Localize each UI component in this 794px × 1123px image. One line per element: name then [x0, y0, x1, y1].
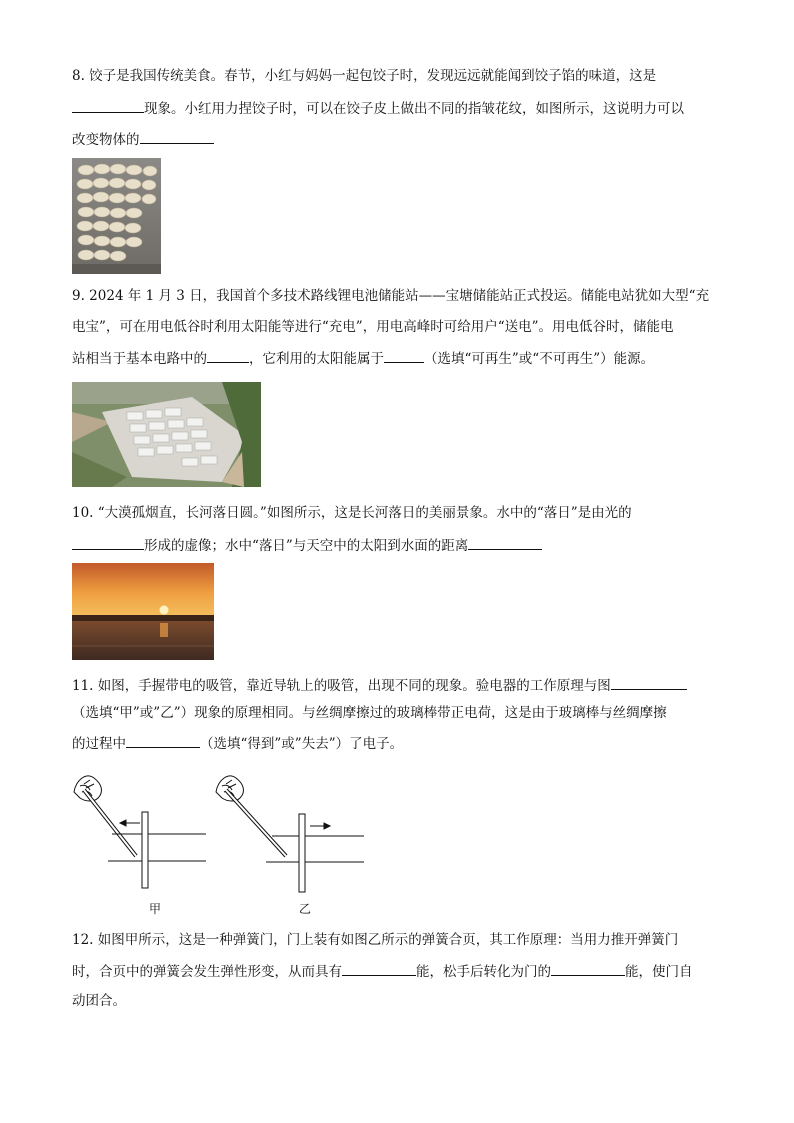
- answer-blank[interactable]: [72, 535, 144, 550]
- q8-line2-text: 现象。小红用力捏饺子时，可以在饺子皮上做出不同的指皱花纹，如图所示，这说明力可以: [144, 101, 684, 117]
- q8-line2: [72, 98, 684, 119]
- figure-label-yi: 乙: [299, 902, 312, 916]
- answer-blank[interactable]: [384, 348, 424, 363]
- q11-line3-a: 的过程中: [72, 736, 126, 752]
- answer-blank[interactable]: [468, 535, 542, 550]
- sunset-image: [72, 563, 214, 660]
- q10-line1: 10. “大漠孤烟直，长河落日圆。”如图所示，这是长河落日的美丽景象。水中的“落日”是由光的: [72, 505, 632, 521]
- q9-line2: 电宝”，可在用电低谷时利用太阳能等进行“充电”，用电高峰时可给用户“送电”。用电低谷时，储能电: [72, 319, 674, 335]
- dumplings-image: [72, 158, 161, 274]
- dumplings-photo: [72, 158, 161, 274]
- q11-line1-text: 11. 如图，手握带电的吸管，靠近导轨上的吸管，出现不同的现象。验电器的工作原理与图: [72, 678, 611, 694]
- q12-line2: [72, 961, 693, 982]
- q11-line2: （选填“甲”或”乙”）现象的原理相同。与丝绸摩擦过的玻璃棒带正电荷，这是由于玻璃棒与丝绸摩擦: [72, 705, 667, 721]
- answer-blank[interactable]: [342, 961, 416, 976]
- straw-diagram: [60, 762, 380, 912]
- answer-blank[interactable]: [551, 961, 625, 976]
- q8-line3: [72, 129, 214, 150]
- diagram-jia: [74, 776, 206, 888]
- answer-blank[interactable]: [72, 98, 144, 113]
- answer-blank[interactable]: [126, 733, 200, 748]
- energy-station-image: [72, 382, 261, 487]
- q11-line1: [72, 675, 687, 696]
- q12-line1: 12. 如图甲所示，这是一种弹簧门，门上装有如图乙所示的弹簧合页，其工作原理：当用力推开弹簧门: [72, 932, 679, 948]
- q12-line3: 动团合。: [72, 993, 126, 1009]
- q9-line3-c: （选填“可再生”或“不可再生”）能源。: [424, 351, 655, 367]
- energy-station-photo: [72, 382, 261, 487]
- answer-blank[interactable]: [207, 348, 249, 363]
- q9-line3: [72, 348, 654, 369]
- answer-blank[interactable]: [611, 675, 687, 690]
- q9-line3-a: 站相当于基本电路中的: [72, 351, 207, 367]
- q8-line3-text: 改变物体的: [72, 132, 140, 148]
- q8-line1: 8. 饺子是我国传统美食。春节，小红与妈妈一起包饺子时，发现远远就能闻到饺子馅的味道，这是: [72, 68, 657, 84]
- q12-line2-a: 时，合页中的弹簧会发生弹性形变，从而具有: [72, 964, 342, 980]
- figure-label-jia: 甲: [149, 902, 162, 916]
- q10-line2: [72, 535, 542, 556]
- q12-line2-b: 能，松手后转化为门的: [416, 964, 551, 980]
- diagram-yi: [216, 776, 364, 892]
- q10-line2-a: 形成的虚像；水中“落日”与天空中的太阳到水面的距离: [144, 538, 469, 554]
- sunset-photo: [72, 563, 214, 660]
- q9-line3-b: ，它利用的太阳能属于: [249, 351, 384, 367]
- q11-line3-b: （选填“得到”或”失去”）了电子。: [200, 736, 404, 752]
- answer-blank[interactable]: [140, 129, 214, 144]
- q12-line2-c: 能，使门自: [625, 964, 693, 980]
- q11-line3: [72, 733, 403, 754]
- q9-line1: 9. 2024 年 1 月 3 日，我国首个多技术路线锂电池储能站——宝塘储能站正式投运。储能电站犹如大型“充: [72, 288, 710, 304]
